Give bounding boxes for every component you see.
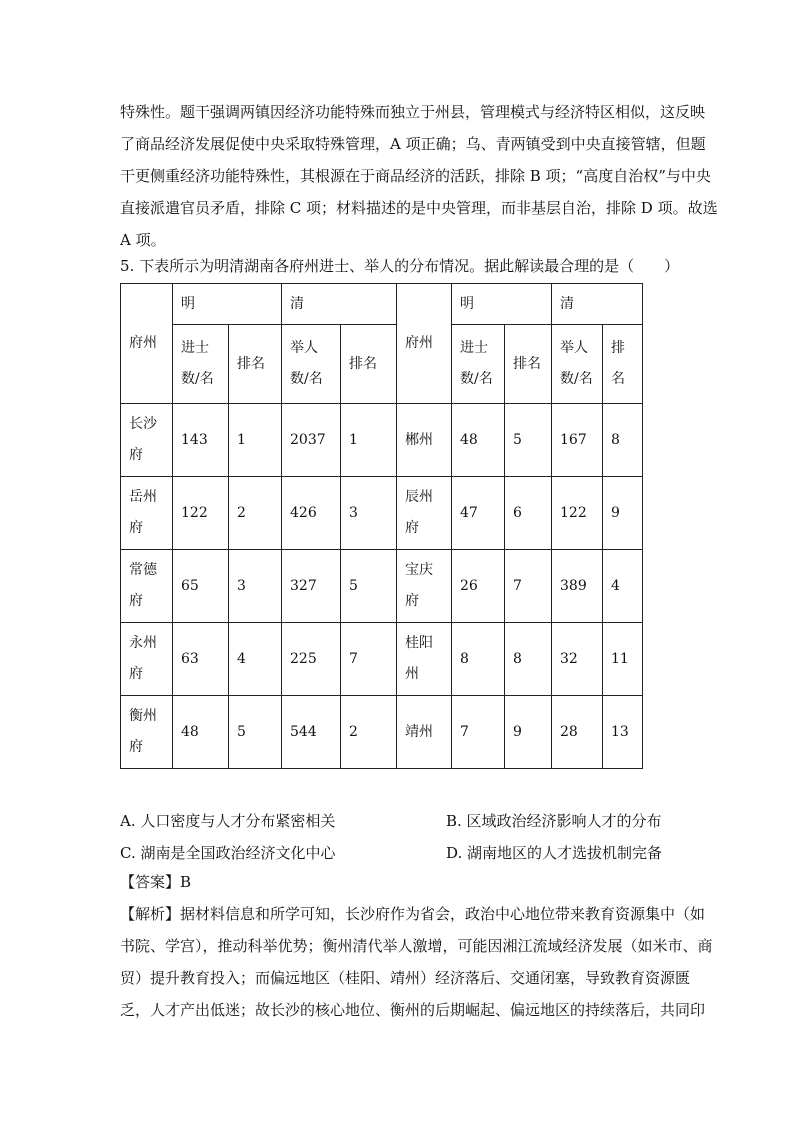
ming-jinshi-count: 26 — [452, 550, 505, 623]
ming-jinshi-count: 65 — [173, 550, 229, 623]
qing-juren-count: 32 — [552, 623, 603, 696]
table-row — [121, 623, 643, 696]
table-row — [121, 477, 643, 550]
header-qing: 清 — [282, 284, 397, 325]
text-line: 特殊性。题干强调两镇因经济功能特殊而独立于州县，管理模式与经济特区相似，这反映 — [120, 103, 706, 121]
text-line: 贸）提升教育投入；而偏远地区（桂阳、靖州）经济落后、交通闭塞，导致教育资源匮 — [120, 969, 691, 987]
ming-jinshi-count: 8 — [452, 623, 505, 696]
header-rank: 排名 — [341, 325, 397, 404]
qing-rank: 13 — [603, 696, 643, 769]
prefecture-name: 靖州 — [397, 696, 452, 769]
header-ming: 明 — [452, 284, 552, 325]
table-row — [121, 696, 643, 769]
text-line: 【解析】据材料信息和所学可知，长沙府作为省会，政治中心地位带来教育资源集中（如 — [120, 905, 706, 923]
text-line: 乏，人才产出低迷；故长沙的核心地位、衡州的后期崛起、偏远地区的持续落后，共同印 — [120, 1001, 706, 1019]
qing-rank: 7 — [341, 623, 397, 696]
qing-juren-count: 2037 — [282, 404, 341, 477]
header-prefecture: 府州 — [121, 284, 173, 404]
option-d: D. 湖南地区的人才选拔机制完备 — [446, 844, 663, 862]
text-line: 了商品经济发展促使中央采取特殊管理，A 项正确；乌、青两镇受到中央直接管辖，但题 — [120, 135, 706, 153]
header-prefecture: 府州 — [397, 284, 452, 404]
qing-juren-count: 327 — [282, 550, 341, 623]
option-c: C. 湖南是全国政治经济文化中心 — [120, 844, 336, 862]
header-rank: 排名 — [229, 325, 282, 404]
ming-rank: 5 — [229, 696, 282, 769]
previous-explanation — [120, 96, 718, 256]
table-header-row — [121, 284, 643, 325]
qing-rank: 5 — [341, 550, 397, 623]
ming-rank: 2 — [229, 477, 282, 550]
text-line: A 项。 — [120, 231, 166, 249]
text-line: 直接派遣官员矛盾，排除 C 项；材料描述的是中央管理，而非基层自治，排除 D 项。故选 — [120, 199, 718, 217]
analysis-paragraph — [120, 898, 713, 1026]
ming-rank: 8 — [505, 623, 552, 696]
ming-jinshi-count: 7 — [452, 696, 505, 769]
ming-jinshi-count: 47 — [452, 477, 505, 550]
header-rank: 排名 — [505, 325, 552, 404]
header-juren: 举人数/名 — [552, 325, 603, 404]
qing-rank: 9 — [603, 477, 643, 550]
qing-rank: 11 — [603, 623, 643, 696]
qing-juren-count: 28 — [552, 696, 603, 769]
qing-juren-count: 389 — [552, 550, 603, 623]
ming-jinshi-count: 143 — [173, 404, 229, 477]
header-qing: 清 — [552, 284, 643, 325]
table-row — [121, 404, 643, 477]
qing-rank: 3 — [341, 477, 397, 550]
option-a: A. 人口密度与人才分布紧密相关 — [120, 812, 336, 830]
qing-juren-count: 544 — [282, 696, 341, 769]
ming-rank: 1 — [229, 404, 282, 477]
ming-jinshi-count: 48 — [452, 404, 505, 477]
header-jinshi: 进士数/名 — [452, 325, 505, 404]
prefecture-name: 郴州 — [397, 404, 452, 477]
ming-rank: 4 — [229, 623, 282, 696]
qing-juren-count: 167 — [552, 404, 603, 477]
header-jinshi: 进士数/名 — [173, 325, 229, 404]
qing-rank: 4 — [603, 550, 643, 623]
prefecture-name: 宝庆府 — [397, 550, 452, 623]
ming-rank: 6 — [505, 477, 552, 550]
text-line: 书院、学宫），推动科举优势；衡州清代举人激增，可能因湘江流域经济发展（如米市、商 — [120, 937, 713, 955]
ming-jinshi-count: 63 — [173, 623, 229, 696]
qing-rank: 8 — [603, 404, 643, 477]
qing-rank: 1 — [341, 404, 397, 477]
prefecture-name: 辰州府 — [397, 477, 452, 550]
table-row — [121, 550, 643, 623]
ming-jinshi-count: 122 — [173, 477, 229, 550]
qing-juren-count: 225 — [282, 623, 341, 696]
answer-label: 【答案】B — [120, 873, 192, 891]
distribution-table — [120, 283, 643, 769]
text-line: 干更侧重经济功能特殊性，其根源在于商品经济的活跃，排除 B 项；“高度自治权”与中央 — [120, 167, 711, 185]
prefecture-name: 衡州府 — [121, 696, 173, 769]
header-ming: 明 — [173, 284, 282, 325]
table-subheader-row — [121, 325, 643, 404]
prefecture-name: 岳州府 — [121, 477, 173, 550]
ming-rank: 9 — [505, 696, 552, 769]
ming-rank: 5 — [505, 404, 552, 477]
ming-rank: 3 — [229, 550, 282, 623]
qing-juren-count: 426 — [282, 477, 341, 550]
option-b: B. 区域政治经济影响人才的分布 — [446, 812, 662, 830]
prefecture-name: 永州府 — [121, 623, 173, 696]
header-rank: 排名 — [603, 325, 643, 404]
prefecture-name: 桂阳州 — [397, 623, 452, 696]
prefecture-name: 常德府 — [121, 550, 173, 623]
ming-rank: 7 — [505, 550, 552, 623]
question-stem: 5. 下表所示为明清湖南各府州进士、举人的分布情况。据此解读最合理的是（ ） — [120, 257, 680, 275]
ming-jinshi-count: 48 — [173, 696, 229, 769]
qing-juren-count: 122 — [552, 477, 603, 550]
qing-rank: 2 — [341, 696, 397, 769]
prefecture-name: 长沙府 — [121, 404, 173, 477]
header-juren: 举人数/名 — [282, 325, 341, 404]
